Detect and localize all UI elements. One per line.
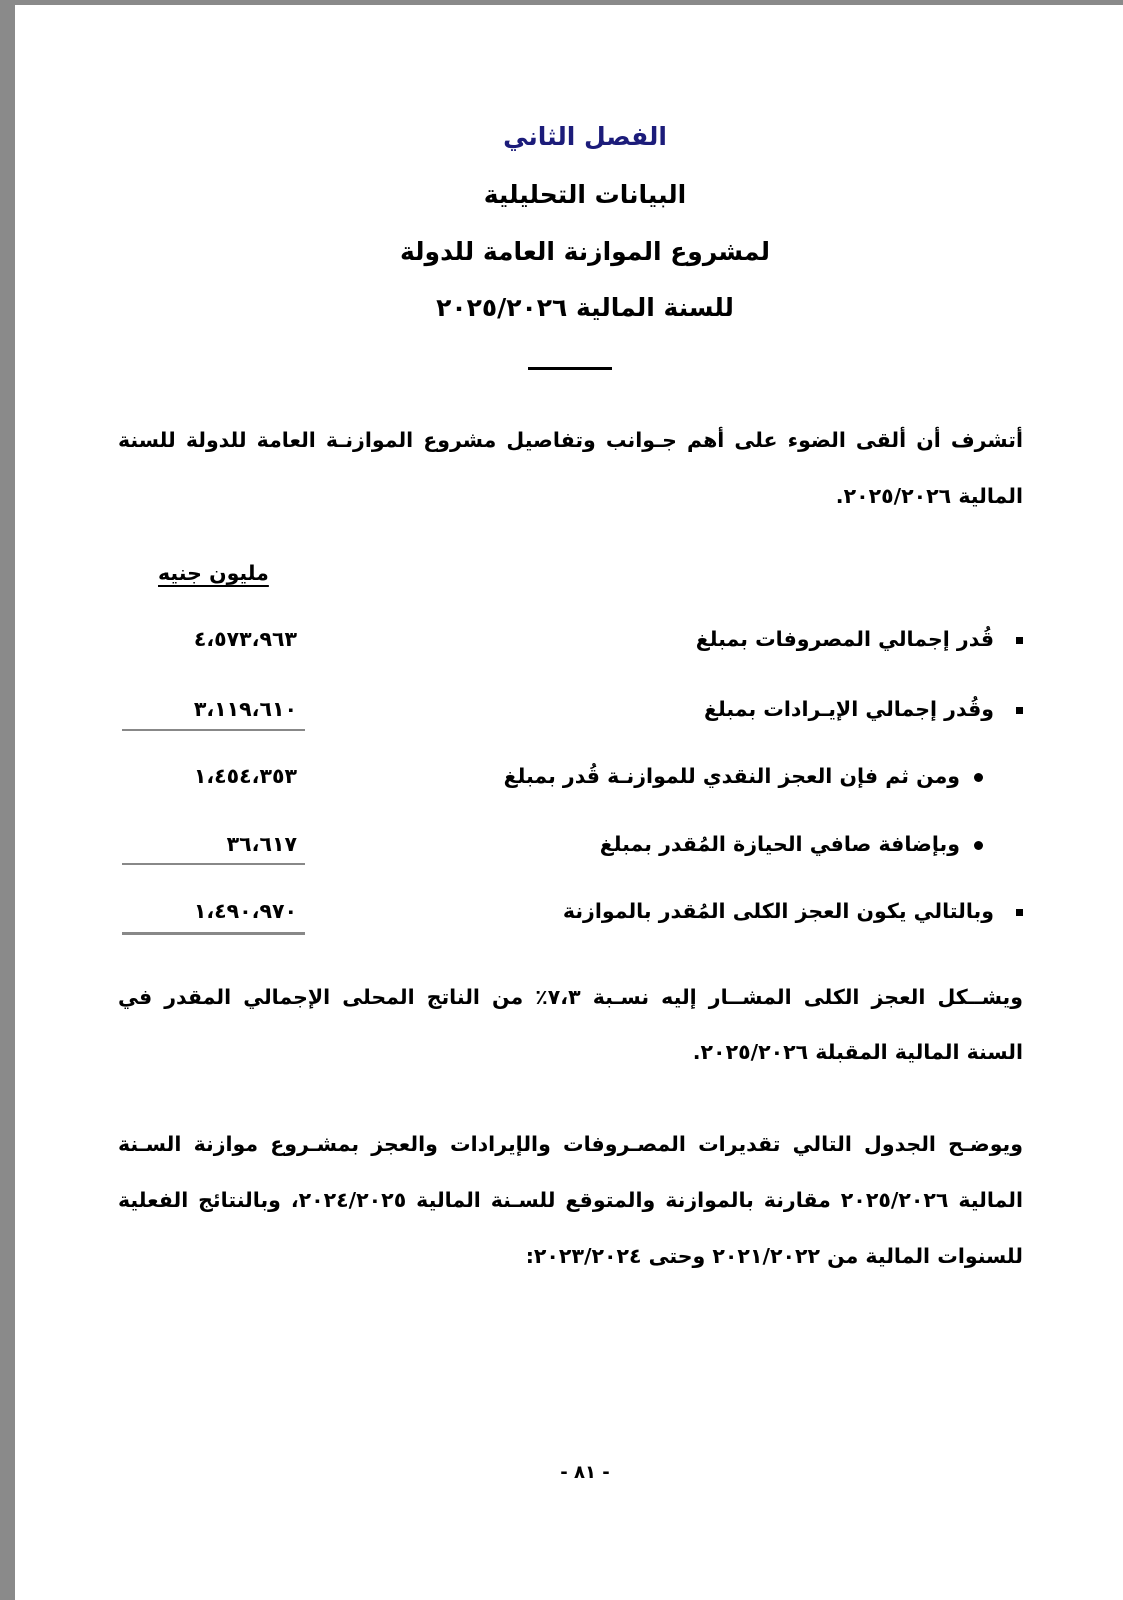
amount-overall-deficit: ١،٤٩٠،٩٧٠ — [193, 899, 297, 923]
table-intro-line-2: المالية ٢٠٢٥/٢٠٢٦ مقارنة بالموازنة والمتوقع للسـنة المالية ٢٠٢٤/٢٠٢٥، وبالنتائج الفعلية — [118, 1188, 1023, 1212]
item-label: ومن ثم فإن العجز النقدي للموازنـة قُدر بمبلغ — [503, 764, 960, 788]
page-number: - ٨١ - — [560, 1462, 610, 1483]
amount-cash-deficit: ١،٤٥٤،٣٥٣ — [193, 764, 297, 788]
table-intro-line-3: للسنوات المالية من ٢٠٢١/٢٠٢٢ وحتى ٢٠٢٣/٢٠٢٤: — [525, 1244, 1023, 1268]
item-expenditures — [696, 627, 1023, 651]
item-revenues — [704, 697, 1023, 721]
section-subtitle: لمشروع الموازنة العامة للدولة — [400, 237, 770, 266]
square-bullet-icon — [1016, 707, 1023, 714]
table-intro-line-1: ويوضـح الجدول التالي تقديرات المصـروفات والإيرادات والعجز بمشـروع موازنة السـنة — [118, 1132, 1023, 1156]
deficit-line-1: ويشــكل العجز الكلى المشــار إليه نسـبة ٧،٣٪ من الناتج المحلى الإجمالي المقدر في — [118, 985, 1023, 1009]
item-label: وقُدر إجمالي الإيـرادات بمبلغ — [703, 697, 994, 721]
item-net-acquisition — [600, 832, 983, 856]
square-bullet-icon — [1016, 637, 1023, 644]
unit-label: مليون جنيه — [158, 561, 269, 585]
intro-line-1: أتشرف أن ألقى الضوء على أهم جـوانب وتفاصيل مشروع الموازنـة العامة للدولة للسنة — [118, 428, 1023, 452]
amount-expenditures: ٤،٥٧٣،٩٦٣ — [193, 627, 297, 651]
item-label: وبالتالي يكون العجز الكلى المُقدر بالموازنة — [562, 899, 994, 923]
intro-line-2: المالية ٢٠٢٥/٢٠٢٦. — [835, 484, 1023, 508]
document-page — [15, 5, 1123, 1600]
square-bullet-icon — [1016, 909, 1023, 916]
item-cash-deficit — [504, 764, 983, 788]
deficit-line-2: السنة المالية المقبلة ٢٠٢٥/٢٠٢٦. — [692, 1040, 1023, 1064]
amount-revenues: ٣،١١٩،٦١٠ — [193, 697, 297, 721]
item-overall-deficit — [563, 899, 1023, 923]
fiscal-year-title: للسنة المالية ٢٠٢٥/٢٠٢٦ — [436, 293, 734, 322]
item-label: قُدر إجمالي المصروفات بمبلغ — [695, 627, 994, 651]
chapter-title: الفصل الثاني — [503, 122, 667, 151]
dot-bullet-icon — [974, 773, 983, 782]
dot-bullet-icon — [974, 841, 983, 850]
subtotal-line — [122, 729, 305, 731]
total-line — [122, 932, 305, 935]
item-label: وبإضافة صافي الحيازة المُقدر بمبلغ — [599, 832, 960, 856]
title-divider — [528, 367, 612, 370]
amount-net-acquisition: ٣٦،٦١٧ — [226, 832, 297, 856]
subtotal-line — [122, 863, 305, 865]
section-title: البيانات التحليلية — [483, 180, 687, 209]
